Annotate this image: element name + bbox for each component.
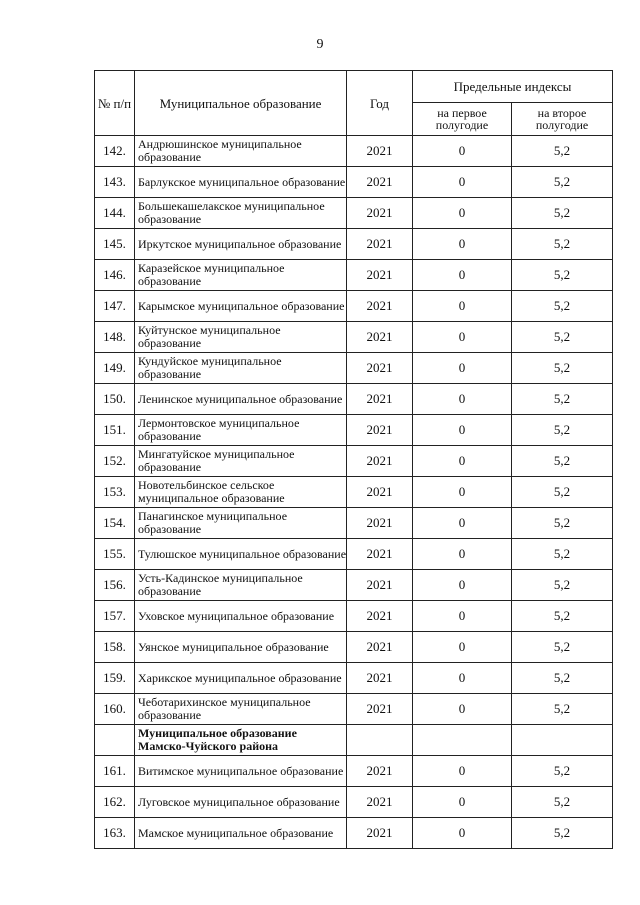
year-cell: 2021 bbox=[347, 663, 413, 694]
second-half-index: 5,2 bbox=[512, 601, 613, 632]
header-first-half: на первое полугодие bbox=[413, 103, 512, 136]
municipality-name: Панагинское муниципальное образование bbox=[135, 508, 347, 539]
first-half-index: 0 bbox=[413, 508, 512, 539]
second-half-index: 5,2 bbox=[512, 694, 613, 725]
row-number: 160. bbox=[95, 694, 135, 725]
municipality-name: Муниципальное образование Мамско-Чуйского района bbox=[135, 725, 347, 756]
table-row bbox=[95, 508, 613, 539]
year-cell: 2021 bbox=[347, 601, 413, 632]
second-half-index: 5,2 bbox=[512, 477, 613, 508]
municipality-name: Уховское муниципальное образование bbox=[135, 601, 347, 632]
row-number: 159. bbox=[95, 663, 135, 694]
municipality-name: Андрюшинское муниципальное образование bbox=[135, 136, 347, 167]
municipality-name: Новотельбинское сельское муниципальное образование bbox=[135, 477, 347, 508]
first-half-index: 0 bbox=[413, 291, 512, 322]
year-cell: 2021 bbox=[347, 787, 413, 818]
municipality-name: Большекашелакское муниципальное образование bbox=[135, 198, 347, 229]
table-row bbox=[95, 260, 613, 291]
first-half-index: 0 bbox=[413, 198, 512, 229]
limits-table bbox=[94, 70, 613, 849]
table-row bbox=[95, 601, 613, 632]
row-number: 149. bbox=[95, 353, 135, 384]
second-half-index: 5,2 bbox=[512, 539, 613, 570]
second-half-index: 5,2 bbox=[512, 415, 613, 446]
second-half-index: 5,2 bbox=[512, 756, 613, 787]
municipality-name: Каразейское муниципальное образование bbox=[135, 260, 347, 291]
row-number: 154. bbox=[95, 508, 135, 539]
row-number: 142. bbox=[95, 136, 135, 167]
municipality-name: Карымское муниципальное образование bbox=[135, 291, 347, 322]
table-row bbox=[95, 229, 613, 260]
first-half-index: 0 bbox=[413, 632, 512, 663]
municipality-name: Лермонтовское муниципальное образование bbox=[135, 415, 347, 446]
row-number: 155. bbox=[95, 539, 135, 570]
table-row bbox=[95, 353, 613, 384]
first-half-index: 0 bbox=[413, 477, 512, 508]
municipality-name: Тулюшское муниципальное образование bbox=[135, 539, 347, 570]
year-cell: 2021 bbox=[347, 632, 413, 663]
municipality-name: Иркутское муниципальное образование bbox=[135, 229, 347, 260]
row-number: 162. bbox=[95, 787, 135, 818]
row-number: 144. bbox=[95, 198, 135, 229]
row-number: 147. bbox=[95, 291, 135, 322]
table-row bbox=[95, 198, 613, 229]
first-half-index: 0 bbox=[413, 694, 512, 725]
table-row bbox=[95, 446, 613, 477]
municipality-name: Мамское муниципальное образование bbox=[135, 818, 347, 849]
second-half-index: 5,2 bbox=[512, 632, 613, 663]
second-half-index: 5,2 bbox=[512, 570, 613, 601]
first-half-index: 0 bbox=[413, 136, 512, 167]
table-row bbox=[95, 725, 613, 756]
table-row bbox=[95, 322, 613, 353]
year-cell: 2021 bbox=[347, 384, 413, 415]
first-half-index: 0 bbox=[413, 818, 512, 849]
second-half-index: 5,2 bbox=[512, 136, 613, 167]
table-row bbox=[95, 136, 613, 167]
first-half-index: 0 bbox=[413, 601, 512, 632]
header-second-half: на второе полугодие bbox=[512, 103, 613, 136]
header-num: № п/п bbox=[95, 71, 135, 136]
year-cell: 2021 bbox=[347, 446, 413, 477]
row-number: 157. bbox=[95, 601, 135, 632]
second-half-index: 5,2 bbox=[512, 818, 613, 849]
municipality-name: Чеботарихинское муниципальное образование bbox=[135, 694, 347, 725]
first-half-index: 0 bbox=[413, 353, 512, 384]
row-number bbox=[95, 725, 135, 756]
first-half-index: 0 bbox=[413, 229, 512, 260]
first-half-index: 0 bbox=[413, 167, 512, 198]
table-row bbox=[95, 632, 613, 663]
first-half-index: 0 bbox=[413, 322, 512, 353]
first-half-index: 0 bbox=[413, 570, 512, 601]
first-half-index: 0 bbox=[413, 415, 512, 446]
row-number: 156. bbox=[95, 570, 135, 601]
table-row bbox=[95, 539, 613, 570]
table-row bbox=[95, 477, 613, 508]
first-half-index: 0 bbox=[413, 539, 512, 570]
municipality-name: Куйтунское муниципальное образование bbox=[135, 322, 347, 353]
table-row bbox=[95, 756, 613, 787]
municipality-name: Мингатуйское муниципальное образование bbox=[135, 446, 347, 477]
second-half-index: 5,2 bbox=[512, 787, 613, 818]
year-cell: 2021 bbox=[347, 756, 413, 787]
year-cell: 2021 bbox=[347, 322, 413, 353]
table-row bbox=[95, 663, 613, 694]
second-half-index: 5,2 bbox=[512, 229, 613, 260]
second-half-index: 5,2 bbox=[512, 353, 613, 384]
table-row bbox=[95, 415, 613, 446]
year-cell: 2021 bbox=[347, 415, 413, 446]
page-number: 9 bbox=[316, 37, 324, 52]
municipality-name: Харикское муниципальное образование bbox=[135, 663, 347, 694]
second-half-index: 5,2 bbox=[512, 167, 613, 198]
second-half-index: 5,2 bbox=[512, 446, 613, 477]
row-number: 150. bbox=[95, 384, 135, 415]
municipality-name: Луговское муниципальное образование bbox=[135, 787, 347, 818]
header-limits: Предельные индексы bbox=[413, 71, 613, 103]
year-cell: 2021 bbox=[347, 694, 413, 725]
municipality-name: Ленинское муниципальное образование bbox=[135, 384, 347, 415]
year-cell: 2021 bbox=[347, 539, 413, 570]
row-number: 158. bbox=[95, 632, 135, 663]
table-row bbox=[95, 570, 613, 601]
table-row bbox=[95, 694, 613, 725]
table-body bbox=[95, 136, 613, 849]
header-municipality: Муниципальное образование bbox=[135, 71, 347, 136]
second-half-index: 5,2 bbox=[512, 663, 613, 694]
year-cell: 2021 bbox=[347, 260, 413, 291]
year-cell: 2021 bbox=[347, 818, 413, 849]
table-row bbox=[95, 291, 613, 322]
second-half-index: 5,2 bbox=[512, 384, 613, 415]
row-number: 146. bbox=[95, 260, 135, 291]
row-number: 153. bbox=[95, 477, 135, 508]
year-cell: 2021 bbox=[347, 291, 413, 322]
year-cell: 2021 bbox=[347, 477, 413, 508]
year-cell: 2021 bbox=[347, 353, 413, 384]
second-half-index: 5,2 bbox=[512, 322, 613, 353]
row-number: 152. bbox=[95, 446, 135, 477]
municipality-name: Усть-Кадинское муниципальное образование bbox=[135, 570, 347, 601]
table-row bbox=[95, 787, 613, 818]
header-year: Год bbox=[347, 71, 413, 136]
second-half-index: 5,2 bbox=[512, 291, 613, 322]
table-row bbox=[95, 384, 613, 415]
year-cell: 2021 bbox=[347, 198, 413, 229]
municipality-name: Уянское муниципальное образование bbox=[135, 632, 347, 663]
first-half-index: 0 bbox=[413, 663, 512, 694]
first-half-index: 0 bbox=[413, 756, 512, 787]
first-half-index: 0 bbox=[413, 446, 512, 477]
year-cell bbox=[347, 725, 413, 756]
year-cell: 2021 bbox=[347, 508, 413, 539]
municipality-name: Барлукское муниципальное образование bbox=[135, 167, 347, 198]
row-number: 161. bbox=[95, 756, 135, 787]
row-number: 151. bbox=[95, 415, 135, 446]
year-cell: 2021 bbox=[347, 167, 413, 198]
second-half-index: 5,2 bbox=[512, 508, 613, 539]
year-cell: 2021 bbox=[347, 570, 413, 601]
row-number: 145. bbox=[95, 229, 135, 260]
first-half-index: 0 bbox=[413, 384, 512, 415]
municipality-name: Кундуйское муниципальное образование bbox=[135, 353, 347, 384]
municipality-name: Витимское муниципальное образование bbox=[135, 756, 347, 787]
first-half-index: 0 bbox=[413, 260, 512, 291]
second-half-index: 5,2 bbox=[512, 260, 613, 291]
row-number: 148. bbox=[95, 322, 135, 353]
second-half-index bbox=[512, 725, 613, 756]
first-half-index: 0 bbox=[413, 787, 512, 818]
table-row bbox=[95, 167, 613, 198]
second-half-index: 5,2 bbox=[512, 198, 613, 229]
year-cell: 2021 bbox=[347, 229, 413, 260]
year-cell: 2021 bbox=[347, 136, 413, 167]
table-row bbox=[95, 818, 613, 849]
row-number: 163. bbox=[95, 818, 135, 849]
row-number: 143. bbox=[95, 167, 135, 198]
first-half-index bbox=[413, 725, 512, 756]
